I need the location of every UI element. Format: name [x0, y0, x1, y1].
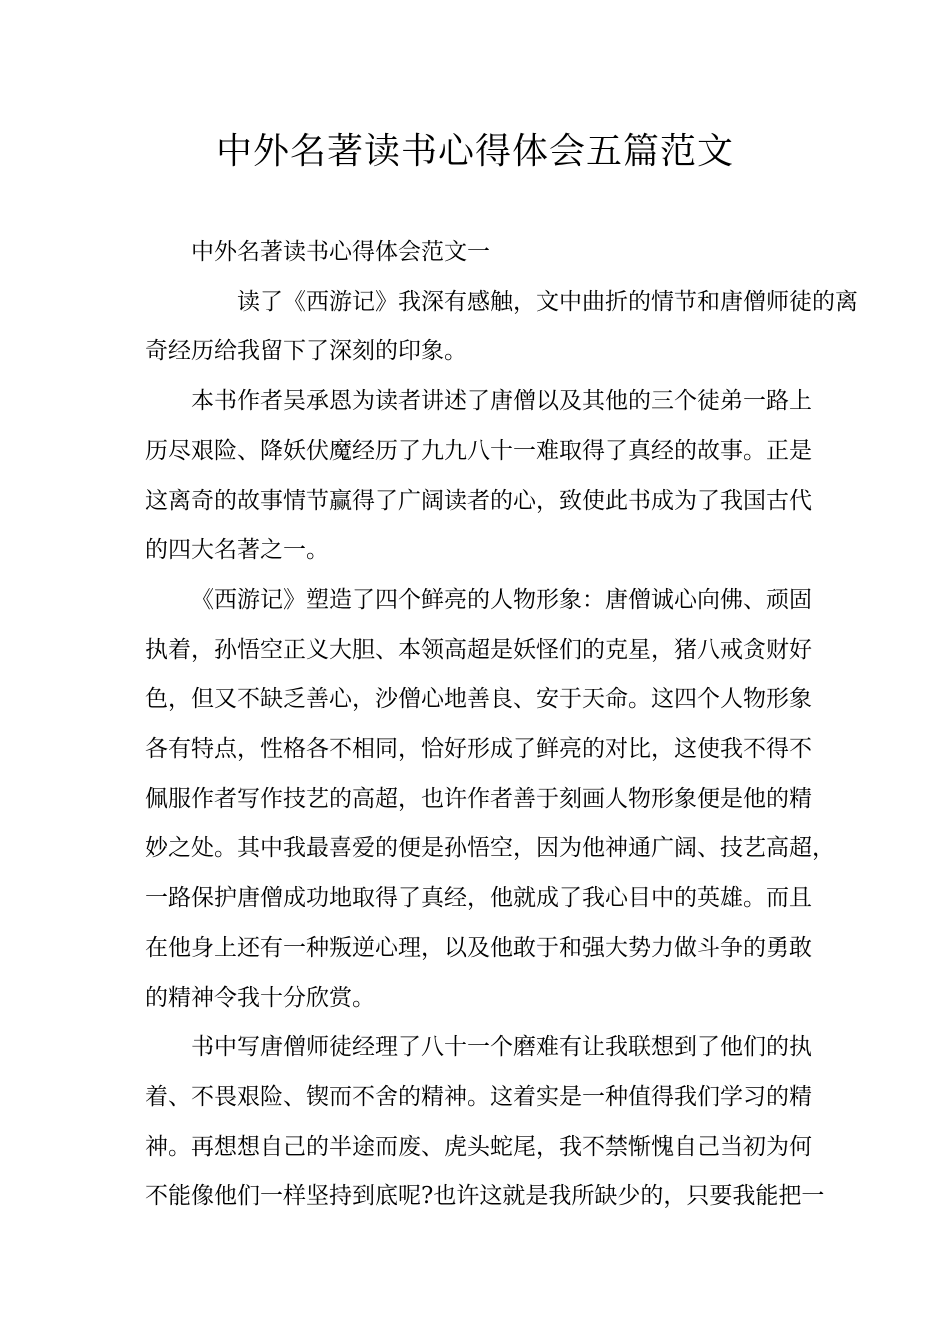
text-line: 一路保护唐僧成功地取得了真经，他就成了我心目中的英雄。而且: [145, 885, 812, 912]
text-line: 执着，孙悟空正义大胆、本领高超是妖怪们的克星，猪八戒贪财好: [145, 636, 812, 663]
text-line: 本书作者吴承恩为读者讲述了唐僧以及其他的三个徒弟一路上: [191, 388, 812, 415]
paragraph-1: [145, 278, 858, 377]
text-line: 的四大名著之一。: [145, 537, 329, 564]
text-line: 不能像他们一样坚持到底呢?也许这就是我所缺少的，只要我能把一: [145, 1183, 825, 1210]
text-line: 色，但又不缺乏善心，沙僧心地善良、安于天命。这四个人物形象: [145, 686, 812, 713]
text-line: 读了《西游记》我深有感触，文中曲折的情节和唐僧师徒的离: [237, 288, 858, 315]
text-line: 历尽艰险、降妖伏魔经历了九九八十一难取得了真经的故事。正是: [145, 437, 812, 464]
text-line: 神。再想想自己的半途而废、虎头蛇尾，我不禁惭愧自己当初为何: [145, 1133, 812, 1160]
text-line: 在他身上还有一种叛逆心理，以及他敢于和强大势力做斗争的勇敢: [145, 934, 812, 961]
text-line: 《西游记》塑造了四个鲜亮的人物形象：唐僧诚心向佛、顽固: [191, 586, 812, 613]
text-line: 这离奇的故事情节赢得了广阔读者的心，致使此书成为了我国古代: [145, 487, 812, 514]
text-line: 着、不畏艰险、锲而不舍的精神。这着实是一种值得我们学习的精: [145, 1083, 812, 1110]
document-title: 中外名著读书心得体会五篇范文: [215, 131, 734, 172]
text-line: 佩服作者写作技艺的高超，也许作者善于刻画人物形象便是他的精: [145, 785, 812, 812]
paragraph-3: [145, 576, 835, 1023]
text-line: 书中写唐僧师徒经理了八十一个磨难有让我联想到了他们的执: [191, 1034, 812, 1061]
paragraph-2: [145, 377, 810, 576]
text-line: 奇经历给我留下了深刻的印象。: [145, 338, 467, 365]
section-subheading: 中外名著读书心得体会范文一: [191, 239, 490, 265]
paragraph-4: [145, 1023, 825, 1222]
text-line: 妙之处。其中我最喜爱的便是孙悟空，因为他神通广阔、技艺高超，: [145, 835, 835, 862]
document-body: [145, 228, 858, 1222]
text-line: 的精神令我十分欣赏。: [145, 984, 375, 1011]
text-line: 各有特点，性格各不相同，恰好形成了鲜亮的对比，这使我不得不: [145, 736, 812, 763]
